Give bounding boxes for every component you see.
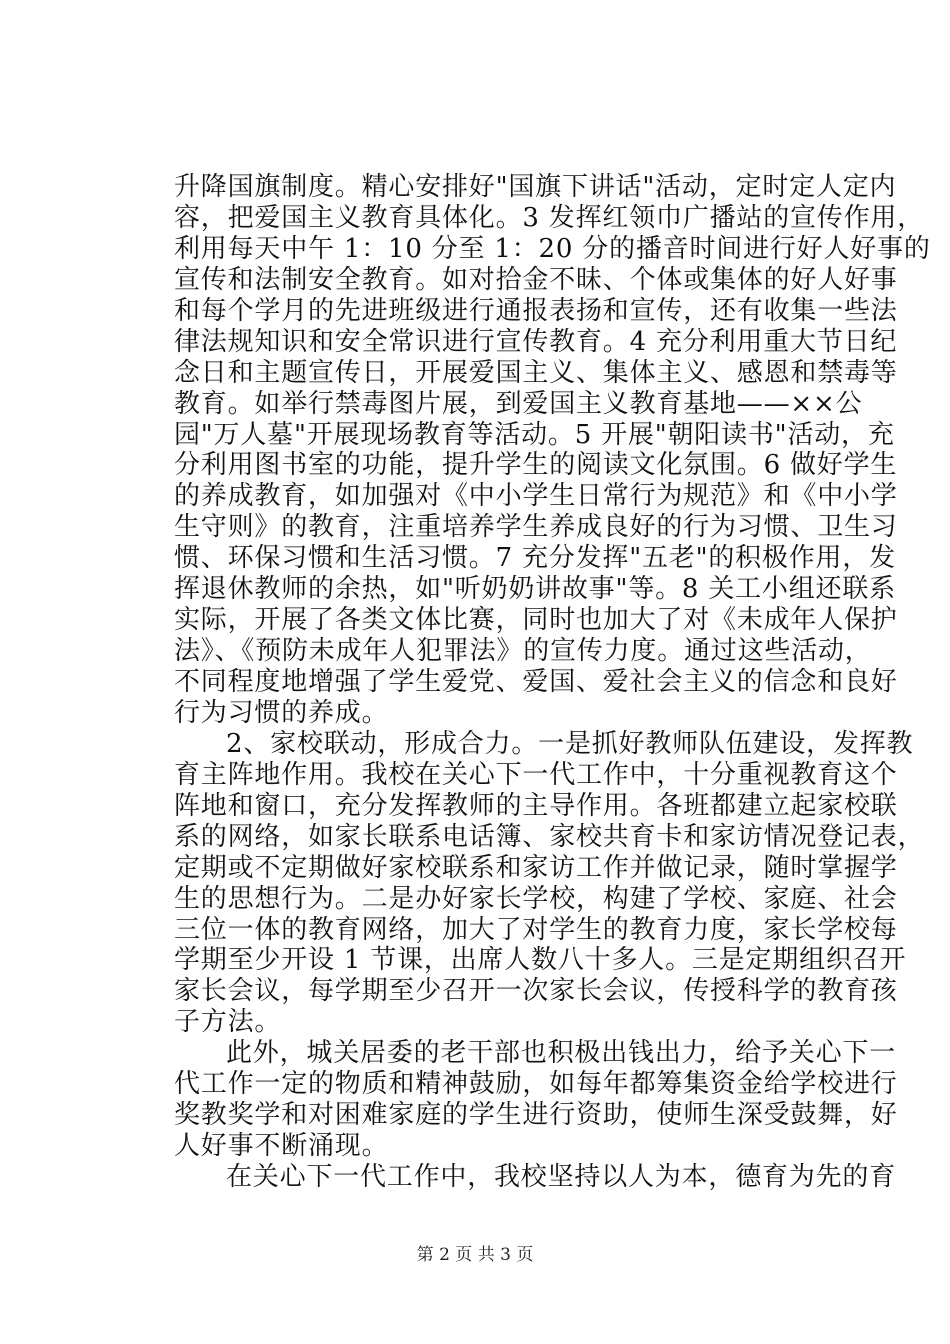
- text-line: 法》、《预防未成年人犯罪法》的宣传力度。通过这些活动，: [174, 636, 872, 666]
- text-line: 代工作一定的物质和精神鼓励，如每年都筹集资金给学校进行: [174, 1069, 898, 1099]
- paragraph-start-line: 2、家校联动，形成合力。一是抓好教师队伍建设，发挥教: [226, 729, 914, 759]
- text-line: 教育。如举行禁毒图片展，到爱国主义教育基地——××公: [174, 389, 863, 419]
- text-line: 行为习惯的养成。: [174, 698, 389, 728]
- text-line: 定期或不定期做好家校联系和家访工作并做记录，随时掌握学: [174, 853, 898, 883]
- text-line: 实际，开展了各类文体比赛，同时也加大了对《未成年人保护: [174, 605, 898, 635]
- text-line: 升降国旗制度。精心安排好"国旗下讲话"活动，定时定人定内: [174, 172, 897, 202]
- text-line: 育主阵地作用。我校在关心下一代工作中，十分重视教育这个: [174, 760, 898, 790]
- text-line: 子方法。: [174, 1007, 282, 1037]
- text-line: 生的思想行为。二是办好家长学校，构建了学校、家庭、社会: [174, 884, 898, 914]
- text-line: 生守则》的教育，注重培养学生养成良好的行为习惯、卫生习: [174, 512, 898, 542]
- text-line: 奖教奖学和对困难家庭的学生进行资助，使师生深受鼓舞，好: [174, 1100, 898, 1130]
- text-line: 和每个学月的先进班级进行通报表扬和宣传，还有收集一些法: [174, 296, 898, 326]
- text-line: 分利用图书室的功能，提升学生的阅读文化氛围。6 做好学生: [174, 450, 898, 480]
- text-line: 园"万人墓"开展现场教育等活动。5 开展"朝阳读书"活动，充: [174, 420, 895, 450]
- paragraph-start-line: 此外，城关居委的老干部也积极出钱出力，给予关心下一: [226, 1038, 897, 1068]
- text-line: 三位一体的教育网络，加大了对学生的教育力度，家长学校每: [174, 915, 898, 945]
- text-line: 阵地和窗口，充分发挥教师的主导作用。各班都建立起家校联: [174, 791, 898, 821]
- text-line: 律法规知识和安全常识进行宣传教育。4 充分利用重大节日纪: [174, 327, 898, 357]
- page-footer: 第 2 页 共 3 页: [416, 1245, 534, 1265]
- text-line: 宣传和法制安全教育。如对拾金不昧、个体或集体的好人好事: [174, 265, 898, 295]
- paragraph-start-line: 在关心下一代工作中，我校坚持以人为本，德育为先的育: [226, 1162, 897, 1192]
- text-line: 的养成教育，如加强对《中小学生日常行为规范》和《中小学: [174, 481, 898, 511]
- text-line: 不同程度地增强了学生爱党、爱国、爱社会主义的信念和良好: [174, 667, 898, 697]
- text-line: 挥退休教师的余热，如"听奶奶讲故事"等。8 关工小组还联系: [174, 574, 896, 604]
- text-line: 人好事不断涌现。: [174, 1131, 389, 1161]
- text-line: 家长会议，每学期至少召开一次家长会议，传授科学的教育孩: [174, 976, 898, 1006]
- text-line: 学期至少开设 1 节课，出席人数八十多人。三是定期组织召开: [174, 945, 907, 975]
- text-line: 系的网络，如家长联系电话簿、家校共育卡和家访情况登记表，: [174, 822, 925, 852]
- text-line: 惯、环保习惯和生活习惯。7 充分发挥"五老"的积极作用，发: [174, 543, 896, 573]
- text-line: 念日和主题宣传日，开展爱国主义、集体主义、感恩和禁毒等: [174, 358, 898, 388]
- text-line: 容，把爱国主义教育具体化。3 发挥红领巾广播站的宣传作用，: [174, 203, 925, 233]
- text-line: 利用每天中午 1：10 分至 1：20 分的播音时间进行好人好事的: [174, 234, 931, 264]
